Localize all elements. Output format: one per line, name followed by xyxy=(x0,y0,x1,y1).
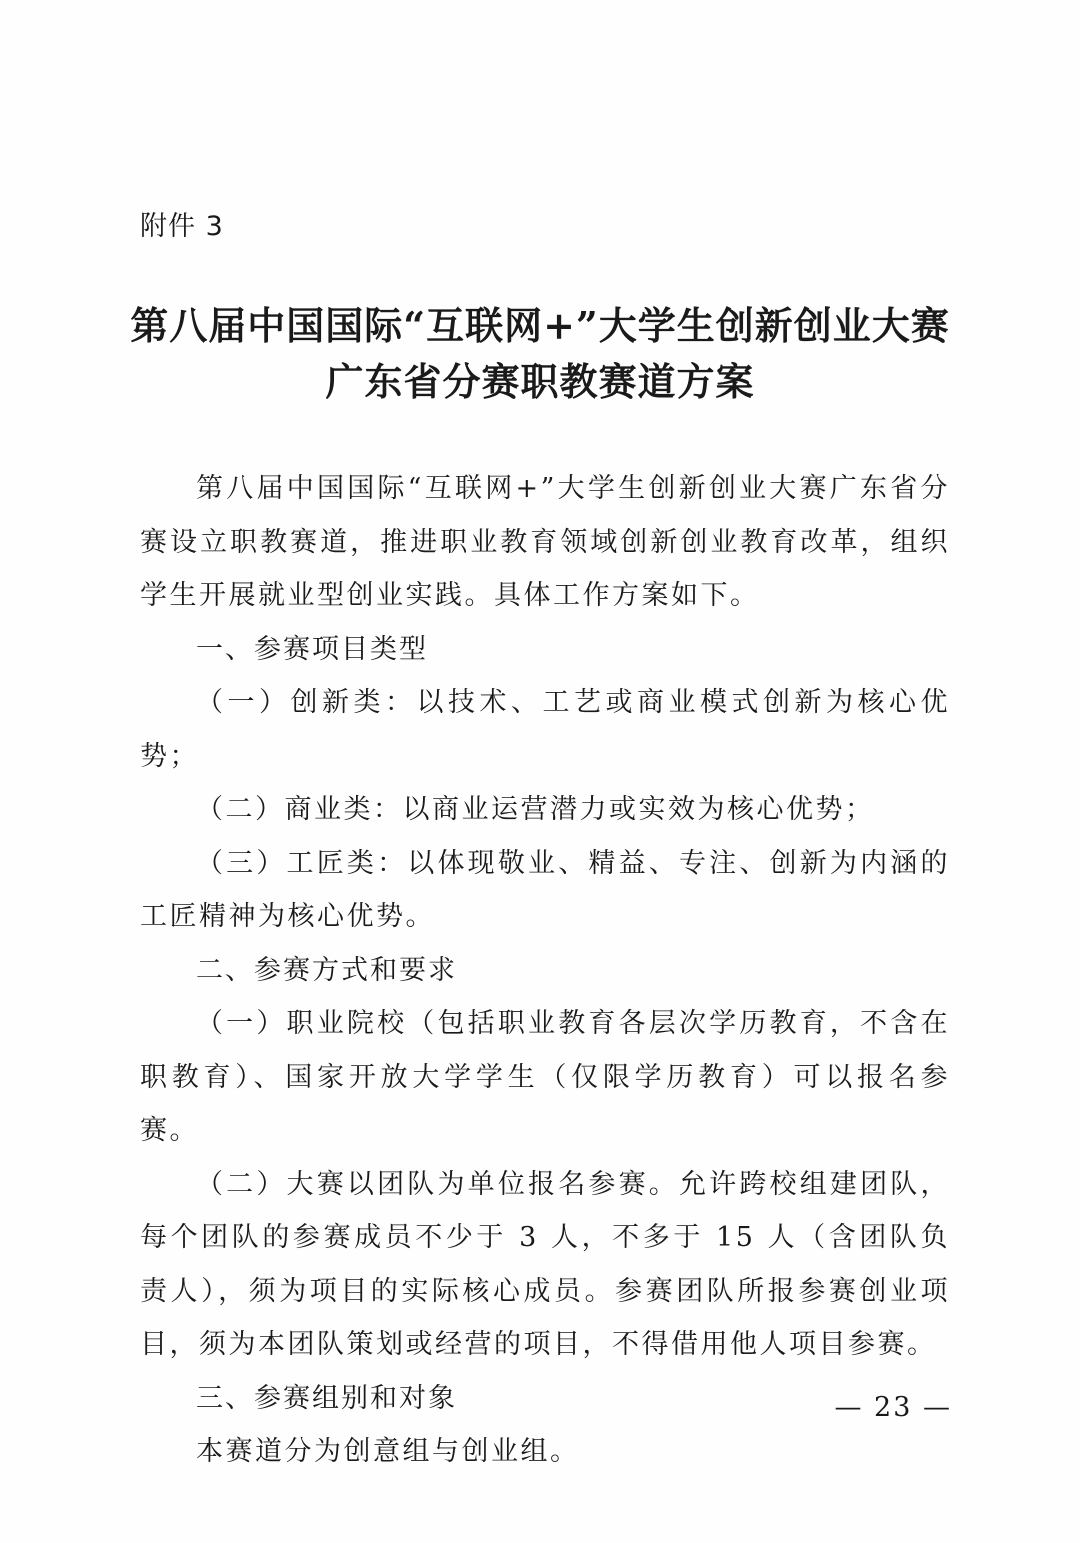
document-title-line-1: 第八届中国国际“互联网+”大学生创新创业大赛 xyxy=(130,303,950,348)
section-heading-2: 二、参赛方式和要求 xyxy=(196,954,457,986)
item-business: （二）商业类：以商业运营潜力或实效为核心优势； xyxy=(196,794,875,825)
document-body xyxy=(140,462,950,1479)
intro-paragraph: 第八届中国国际“互联网+”大学生创新创业大赛广东省分赛设立职教赛道，推进职业教育领域创新创业教育改革，组织学生开展就业型创业实践。具体工作方案如下。 xyxy=(140,473,950,611)
groups-paragraph: 本赛道分为创意组与创业组。 xyxy=(196,1436,580,1467)
item-craftsman: （三）工匠类：以体现敬业、精益、专注、创新为内涵的工匠精神为核心优势。 xyxy=(140,847,950,932)
requirement-eligibility: （一）职业院校（包括职业教育各层次学历教育，不含在职教育）、国家开放大学学生（仅限学历教育）可以报名参赛。 xyxy=(140,1008,950,1146)
item-innovation: （一）创新类：以技术、工艺或商业模式创新为核心优势； xyxy=(140,687,950,772)
document-title-line-2: 广东省分赛职教赛道方案 xyxy=(325,359,755,404)
requirement-team: （二）大赛以团队为单位报名参赛。允许跨校组建团队，每个团队的参赛成员不少于 3 人，不多于 15 人（含团队负责人），须为项目的实际核心成员。参赛团队所报参赛创业项目，须为本团队策划或经营的项目，不得借用他人项目参赛。 xyxy=(140,1168,950,1360)
section-heading-1: 一、参赛项目类型 xyxy=(196,633,428,665)
page-number: — 23 — xyxy=(834,1392,952,1423)
section-heading-3: 三、参赛组别和对象 xyxy=(196,1382,457,1414)
attachment-label: 附件 3 xyxy=(140,211,224,242)
